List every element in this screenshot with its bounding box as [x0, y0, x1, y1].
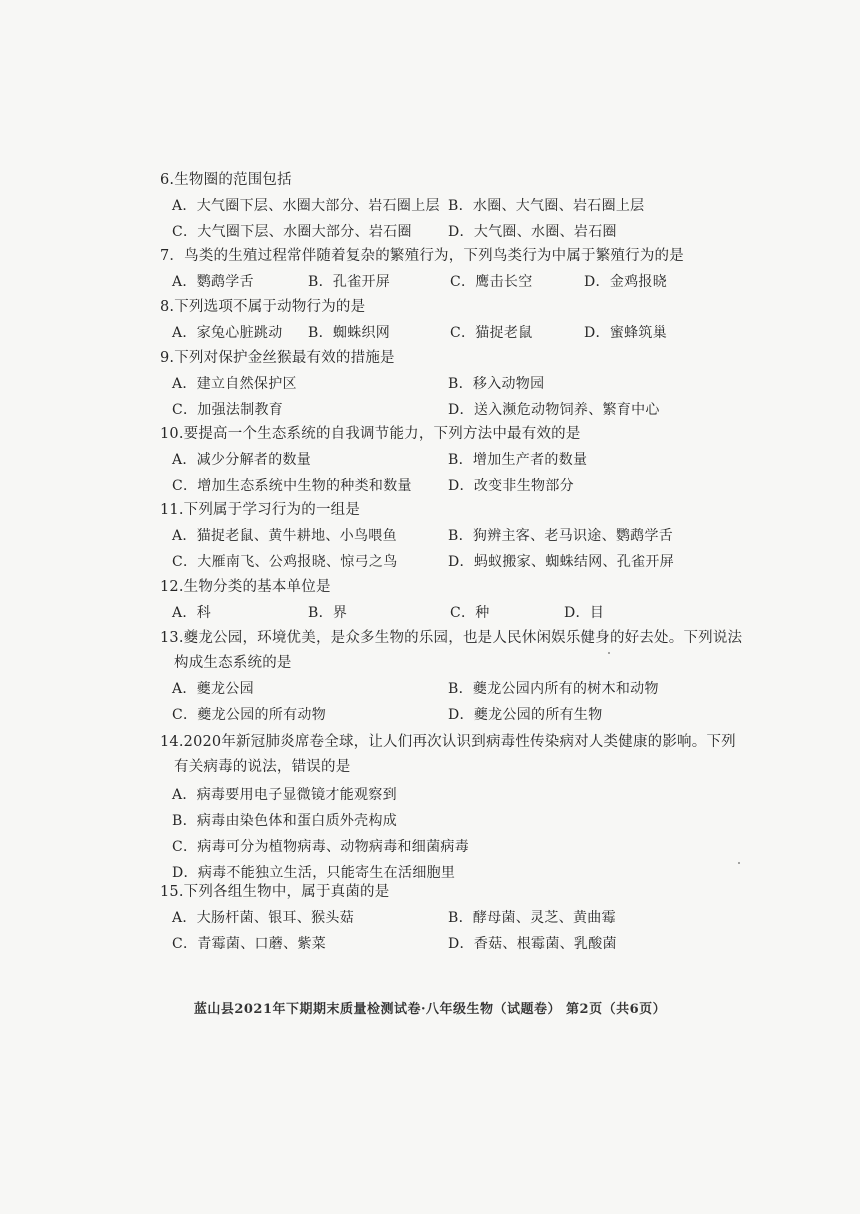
option-d: D．蚂蚁搬家、蜘蛛结网、孔雀开屏 [448, 554, 675, 570]
options-row [160, 397, 720, 423]
options-row [160, 549, 720, 575]
question-stem: 12.生物分类的基本单位是 [160, 579, 331, 595]
option-a: A．夔龙公园 [172, 681, 254, 697]
question-stem-continued: 构成生态系统的是 [174, 655, 292, 671]
options-row [160, 931, 720, 957]
option-d: D．大气圈、水圈、岩石圈 [448, 224, 617, 240]
option-c: C．夔龙公园的所有动物 [172, 707, 327, 723]
options-row [160, 320, 720, 346]
option-d: D．病毒不能独立生活，只能寄生在活细胞里 [172, 865, 456, 881]
options-row [160, 600, 720, 626]
question-stem: 14.2020年新冠肺炎席卷全球，让人们再次认识到病毒性传染病对人类健康的影响。下列 [160, 734, 736, 750]
option-b: B．酵母菌、灵芝、黄曲霉 [448, 910, 616, 926]
options-row [160, 371, 720, 397]
option-d: D．蜜蜂筑巢 [584, 325, 668, 341]
options-row [160, 523, 720, 549]
options-row [160, 676, 720, 702]
option-b: B．夔龙公园内所有的树木和动物 [448, 681, 659, 697]
option-d: D．金鸡报晓 [584, 274, 668, 290]
page-footer: 蓝山县2021年下期期末质量检测试卷·八年级生物（试题卷） 第2页（共6页） [193, 1002, 667, 1017]
question-10 [160, 422, 720, 499]
option-c: C．青霉菌、口蘑、紫菜 [172, 936, 327, 952]
options-row [160, 447, 720, 473]
question-stem: 8.下列选项不属于动物行为的是 [160, 299, 366, 315]
options-row [160, 473, 720, 499]
options-row [160, 193, 720, 219]
option-a: A．科 [172, 605, 212, 621]
options-list [160, 782, 720, 886]
question-7 [160, 244, 720, 295]
options-row [160, 905, 720, 931]
question-8 [160, 295, 720, 346]
option-d: D．改变非生物部分 [448, 478, 574, 494]
option-b: B．狗辨主客、老马识途、鹦鹉学舌 [448, 528, 674, 544]
option-d: D．香菇、根霉菌、乳酸菌 [448, 936, 617, 952]
option-a: A．减少分解者的数量 [172, 452, 312, 468]
option-a: A．猫捉老鼠、黄牛耕地、小鸟喂鱼 [172, 528, 397, 544]
option-c: C．加强法制教育 [172, 402, 284, 418]
options-row [160, 702, 720, 728]
option-a: A．大肠杆菌、银耳、猴头菇 [172, 910, 355, 926]
options-row [160, 269, 720, 295]
option-c: C．鹰击长空 [450, 274, 533, 290]
option-b: B．移入动物园 [448, 376, 545, 392]
option-c: C．种 [450, 605, 490, 621]
question-15 [160, 880, 720, 957]
question-stem: 7．鸟类的生殖过程常伴随着复杂的繁殖行为，下列鸟类行为中属于繁殖行为的是 [160, 248, 684, 264]
option-d: D．夔龙公园的所有生物 [448, 707, 603, 723]
question-stem: 9.下列对保护金丝猴最有效的措施是 [160, 350, 395, 366]
option-b: B．水圈、大气圈、岩石圈上层 [448, 198, 645, 214]
option-c: C．病毒可分为植物病毒、动物病毒和细菌病毒 [172, 839, 470, 855]
option-d: D．送入濒危动物饲养、繁育中心 [448, 402, 660, 418]
option-a: A．建立自然保护区 [172, 376, 297, 392]
question-stem: 15.下列各组生物中，属于真菌的是 [160, 884, 390, 900]
option-b: B．增加生产者的数量 [448, 452, 588, 468]
options-row [160, 219, 720, 245]
question-stem: 11.下列属于学习行为的一组是 [160, 502, 361, 518]
option-b: B．界 [308, 605, 348, 621]
question-stem: 13.夔龙公园，环境优美，是众多生物的乐园，也是人民休闲娱乐健身的好去处。下列说法 [160, 630, 743, 646]
option-c: C．猫捉老鼠 [450, 325, 533, 341]
scan-speck [608, 652, 610, 654]
option-a: A．大气圈下层、水圈大部分、岩石圈上层 [172, 198, 440, 214]
option-c: C．增加生态系统中生物的种类和数量 [172, 478, 412, 494]
option-c: C．大雁南飞、公鸡报晓、惊弓之鸟 [172, 554, 398, 570]
question-12 [160, 575, 720, 626]
option-b: B．孔雀开屏 [308, 274, 391, 290]
option-d: D．目 [564, 605, 605, 621]
question-stem: 10.要提高一个生态系统的自我调节能力，下列方法中最有效的是 [160, 426, 581, 442]
question-stem-continued: 有关病毒的说法，错误的是 [174, 759, 351, 775]
question-9 [160, 346, 720, 423]
scan-speck [738, 862, 740, 864]
question-6 [160, 168, 720, 245]
question-14 [160, 730, 736, 886]
option-b: B．病毒由染色体和蛋白质外壳构成 [172, 813, 398, 829]
question-13 [160, 626, 743, 728]
option-a: A．病毒要用电子显微镜才能观察到 [172, 787, 397, 803]
option-a: A．家兔心脏跳动 [172, 325, 283, 341]
option-b: B．蜘蛛织网 [308, 325, 391, 341]
question-stem: 6.生物圈的范围包括 [160, 172, 292, 188]
question-11 [160, 498, 720, 575]
option-a: A．鹦鹉学舌 [172, 274, 254, 290]
option-c: C．大气圈下层、水圈大部分、岩石圈 [172, 224, 412, 240]
